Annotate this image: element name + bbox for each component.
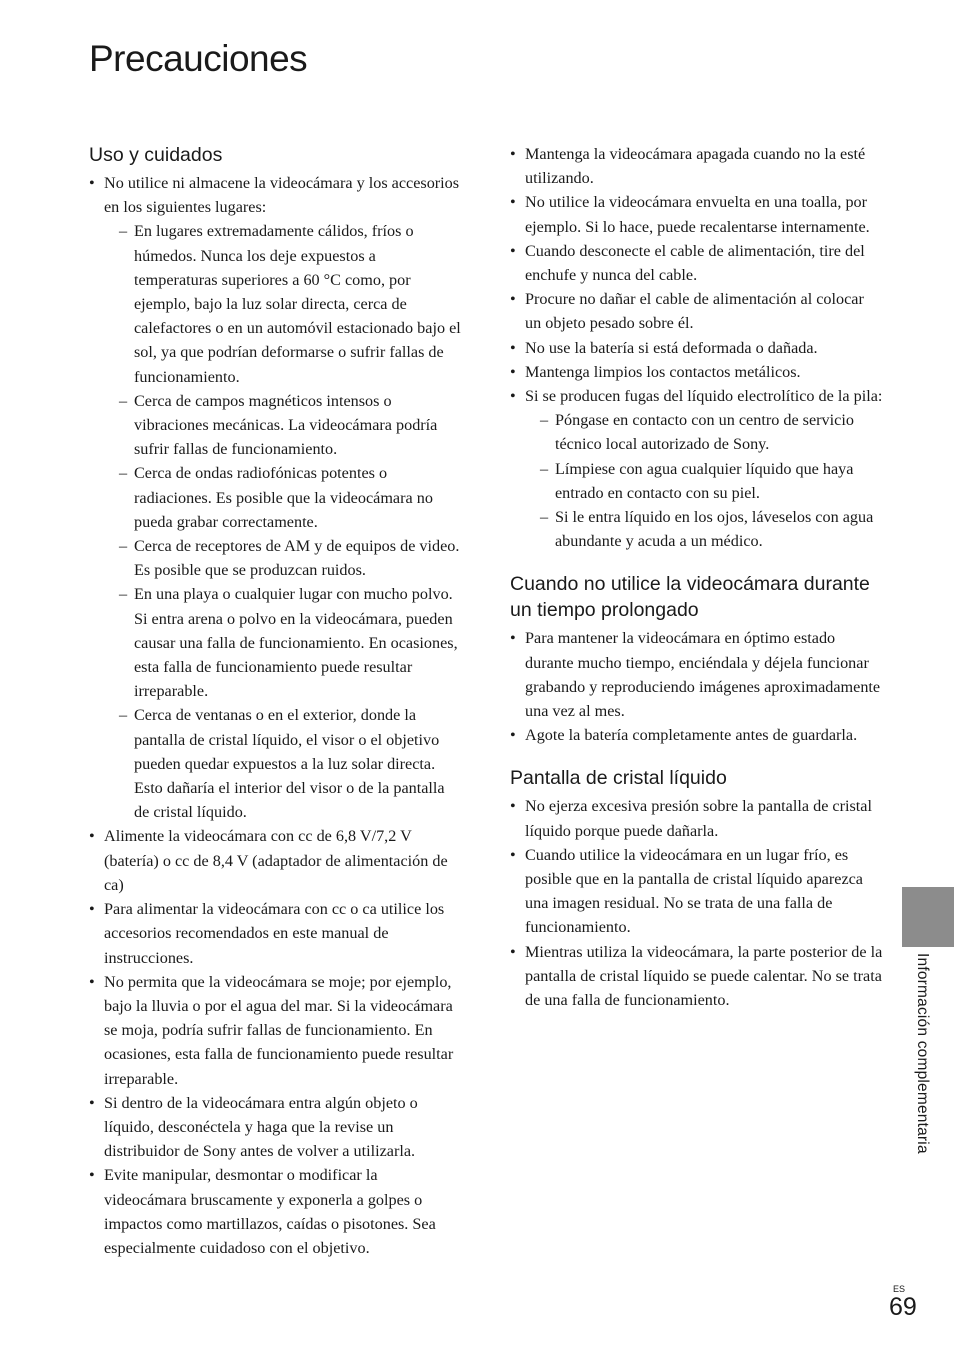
dash-item: – Póngase en contacto con un centro de servicio técnico local autorizado de Sony. (525, 408, 884, 456)
list-item: • No ejerza excesiva presión sobre la pantalla de cristal líquido porque puede dañarla. (510, 794, 884, 842)
dash-item: – Cerca de receptores de AM y de equipos de video. Es posible que se produzcan ruidos. (104, 534, 461, 582)
list-item: • Mantenga la videocámara apagada cuando no la esté utilizando. (510, 142, 884, 190)
list-item: • Cuando desconecte el cable de alimentación, tire del enchufe y nunca del cable. (510, 239, 884, 287)
section-heading-long-term: Cuando no utilice la videocámara durante un tiempo prolongado (510, 573, 870, 622)
language-code: ES (893, 1284, 906, 1294)
list-item: • No utilice la videocámara envuelta en una toalla, por ejemplo. Si lo hace, puede recalentarse internamente. (510, 190, 884, 238)
dash-item: – Cerca de ventanas o en el exterior, donde la pantalla de cristal líquido, el visor o el objetivo pueden quedar expuestos a la luz solar directa. Esto dañaría el interior del visor o de la pantalla de cristal líquido. (104, 703, 461, 824)
list-item: • Para alimentar la videocámara con cc o ca utilice los accesorios recomendados en este manual de instrucciones. (89, 897, 461, 970)
right-column (510, 142, 884, 1012)
side-tab-label: Información complementaria (914, 953, 931, 1154)
list-item: • Si dentro de la videocámara entra algún objeto o líquido, desconéctela y haga que la revise un distribuidor de Sony antes de volver a utilizarla. (89, 1091, 461, 1164)
list-item (89, 171, 461, 824)
list-item-text: Si se producen fugas del líquido electrolítico de la pila: (525, 387, 883, 406)
list-item: • Cuando utilice la videocámara en un lugar frío, es posible que en la pantalla de cristal líquido aparezca una imagen residual. No se trata de una falla de funcionamiento. (510, 843, 884, 940)
dash-list (525, 408, 884, 553)
page-title: Precauciones (89, 38, 308, 79)
dash-item: – En una playa o cualquier lugar con mucho polvo. Si entra arena o polvo en la videocámara, pueden causar una falla de funcionamiento. En ocasiones, esta falla de funcionamiento puede resultar irreparable. (104, 582, 461, 703)
page-number: 69 (889, 1293, 917, 1321)
list-item: • Mientras utiliza la videocámara, la parte posterior de la pantalla de cristal líquido se puede calentar. No se trata de una falla de funcionamiento. (510, 940, 884, 1013)
section-heading-uso-y-cuidados: Uso y cuidados (89, 144, 223, 166)
side-tab-marker (902, 887, 954, 947)
list-item: • Mantenga limpios los contactos metálicos. (510, 360, 884, 384)
dash-item: – Límpiese con agua cualquier líquido que haya entrado en contacto con su piel. (525, 457, 884, 505)
dash-list (104, 219, 461, 824)
list-item: • Para mantener la videocámara en óptimo estado durante mucho tiempo, enciéndala y déjela funcionar grabando y reproduciendo imágenes aproximadamente una vez al mes. (510, 626, 884, 723)
dash-item: – Si le entra líquido en los ojos, láveselos con agua abundante y acuda a un médico. (525, 505, 884, 553)
list-item: • No permita que la videocámara se moje; por ejemplo, bajo la lluvia o por el agua del mar. Si la videocámara se moja, podría sufrir fallas de funcionamiento. En ocasiones, esta falla de funcionamiento puede resultar irreparable. (89, 970, 461, 1091)
list-item: • Alimente la videocámara con cc de 6,8 V/7,2 V (batería) o cc de 8,4 V (adaptador de alimentación de ca) (89, 824, 461, 897)
left-column (89, 142, 461, 1260)
bullet-list (510, 142, 884, 553)
bullet-list (89, 171, 461, 1260)
list-item: • Procure no dañar el cable de alimentación al colocar un objeto pesado sobre él. (510, 287, 884, 335)
list-item: • Agote la batería completamente antes de guardarla. (510, 723, 884, 747)
dash-item: – En lugares extremadamente cálidos, fríos o húmedos. Nunca los deje expuestos a temperaturas superiores a 60 °C como, por ejemplo, bajo la luz solar directa, cerca de calefactores o en un automóvil estacionado bajo el sol, ya que podrían deformarse o sufrir fallas de funcionamiento. (104, 219, 461, 388)
section-heading-lcd: Pantalla de cristal líquido (510, 767, 727, 790)
list-item-text: No utilice ni almacene la videocámara y los accesorios en los siguientes lugares: (104, 174, 460, 217)
bullet-list (510, 794, 884, 1012)
dash-item: – Cerca de campos magnéticos intensos o vibraciones mecánicas. La videocámara podría sufrir fallas de funcionamiento. (104, 389, 461, 462)
list-item: • Evite manipular, desmontar o modificar la videocámara bruscamente y exponerla a golpes o impactos como martillazos, caídas o pisotones. Sea especialmente cuidadoso con el objetivo. (89, 1163, 461, 1260)
bullet-list (510, 626, 884, 747)
list-item (510, 384, 884, 553)
dash-item: – Cerca de ondas radiofónicas potentes o radiaciones. Es posible que la videocámara no pueda grabar correctamente. (104, 461, 461, 534)
list-item: • No use la batería si está deformada o dañada. (510, 336, 884, 360)
